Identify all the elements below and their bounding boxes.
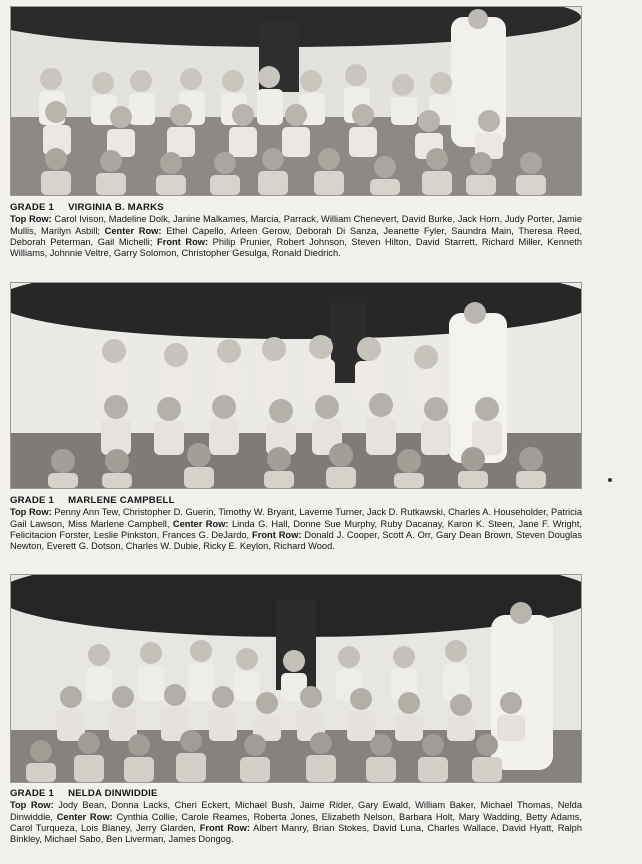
caption-heading xyxy=(10,788,582,799)
teacher-name: MARLENE CAMPBELL xyxy=(68,495,175,506)
row-names-top: Carol Ivison, Madeline Dolk, Janine Malkames, Marcia, Parrack, William Chenevert, David Burke, Jack Horn, Judy Porter, Jamie Mullis, Marilyn Asbill; xyxy=(10,214,582,236)
row-label-center: Center Row: xyxy=(104,225,162,236)
photo-illustration xyxy=(11,575,581,782)
caption-heading xyxy=(10,202,582,213)
caption-marks xyxy=(10,202,582,259)
grade-label: GRADE 1 xyxy=(10,202,55,213)
row-names-center: Linda G. Hall, Donne Sue Murphy, Ruby Dacanay, Karon K. Steen, Jane F. Wright, Felicitacion Forster, Leslie Pinkston, Frances G. DeJardo, xyxy=(10,518,582,540)
row-label-center: Center Row: xyxy=(172,518,229,529)
caption-dinwiddie xyxy=(10,788,582,845)
caption-campbell xyxy=(10,495,582,552)
class-photo-dinwiddie xyxy=(10,574,582,783)
teacher-name: VIRGINIA B. MARKS xyxy=(68,202,164,213)
row-names-top: Jody Bean, Donna Lacks, Cheri Eckert, Michael Bush, Jaime Rider, Gary Ewald, William Baker, Michael Thomas, Nelda Dinwiddie, xyxy=(10,800,582,822)
class-photo-marks xyxy=(10,6,582,196)
photo-illustration xyxy=(11,7,581,195)
grade-label: GRADE 1 xyxy=(10,788,55,799)
row-names-top: Penny Ann Tew, Christopher D. Guerin, Timothy W. Bryant, Laverne Turner, Jack D. Rutkawski, Charles A. Householder, Patricia Gail Lawson, Miss Marlene Campbell, xyxy=(10,507,582,529)
row-label-top: Top Row: xyxy=(10,214,52,225)
grade-label: GRADE 1 xyxy=(10,495,55,506)
row-label-center: Center Row: xyxy=(56,811,113,822)
row-names-center: Ethel Capello, Arleen Gerow, Deborah Di Sanza, Jeanette Fyler, Saundra Main, Theresa Reed, Deborah Peterman, Gail Michelli; xyxy=(10,225,582,247)
row-label-top: Top Row: xyxy=(10,507,52,518)
row-label-top: Top Row: xyxy=(10,800,54,811)
row-label-front: Front Row: xyxy=(199,822,250,833)
class-photo-campbell xyxy=(10,282,582,489)
caption-heading xyxy=(10,495,582,506)
page-mark xyxy=(608,478,612,482)
teacher-name: NELDA DINWIDDIE xyxy=(68,788,158,799)
row-names-front: Albert Manry, Brian Stokes, David Luna, Charles Wallace, David Hyatt, Ralph Binkley, Michael Sabo, Ben Liverman, James Dongog. xyxy=(10,822,583,845)
row-label-front: Front Row: xyxy=(252,529,302,540)
row-names-front: Philip Prunier, Robert Johnson, Steven Hilton, David Starrett, Richard Miller, Kenneth Williams, Johnnie Veltre, Garry Solomon, Christopher Gesulga, Ronald Diedrich. xyxy=(10,236,582,259)
row-names-front: Donald J. Cooper, Scott A. Orr, Gary Dean Brown, Steven Douglas Newton, Everett G. Dotson, Charles W. Dubie, Ricky E. Keylon, Richard Wood. xyxy=(10,529,583,552)
photo-illustration xyxy=(11,283,581,488)
row-label-front: Front Row: xyxy=(157,236,209,247)
row-names-center: Cynthia Collie, Carole Reames, Roberta Jones, Elizabeth Nelson, Barbara Holt, Mary Wadding, Betty Adams, Carol Turqueza, Lois Blaney, Jerry Glarden, xyxy=(10,811,582,833)
